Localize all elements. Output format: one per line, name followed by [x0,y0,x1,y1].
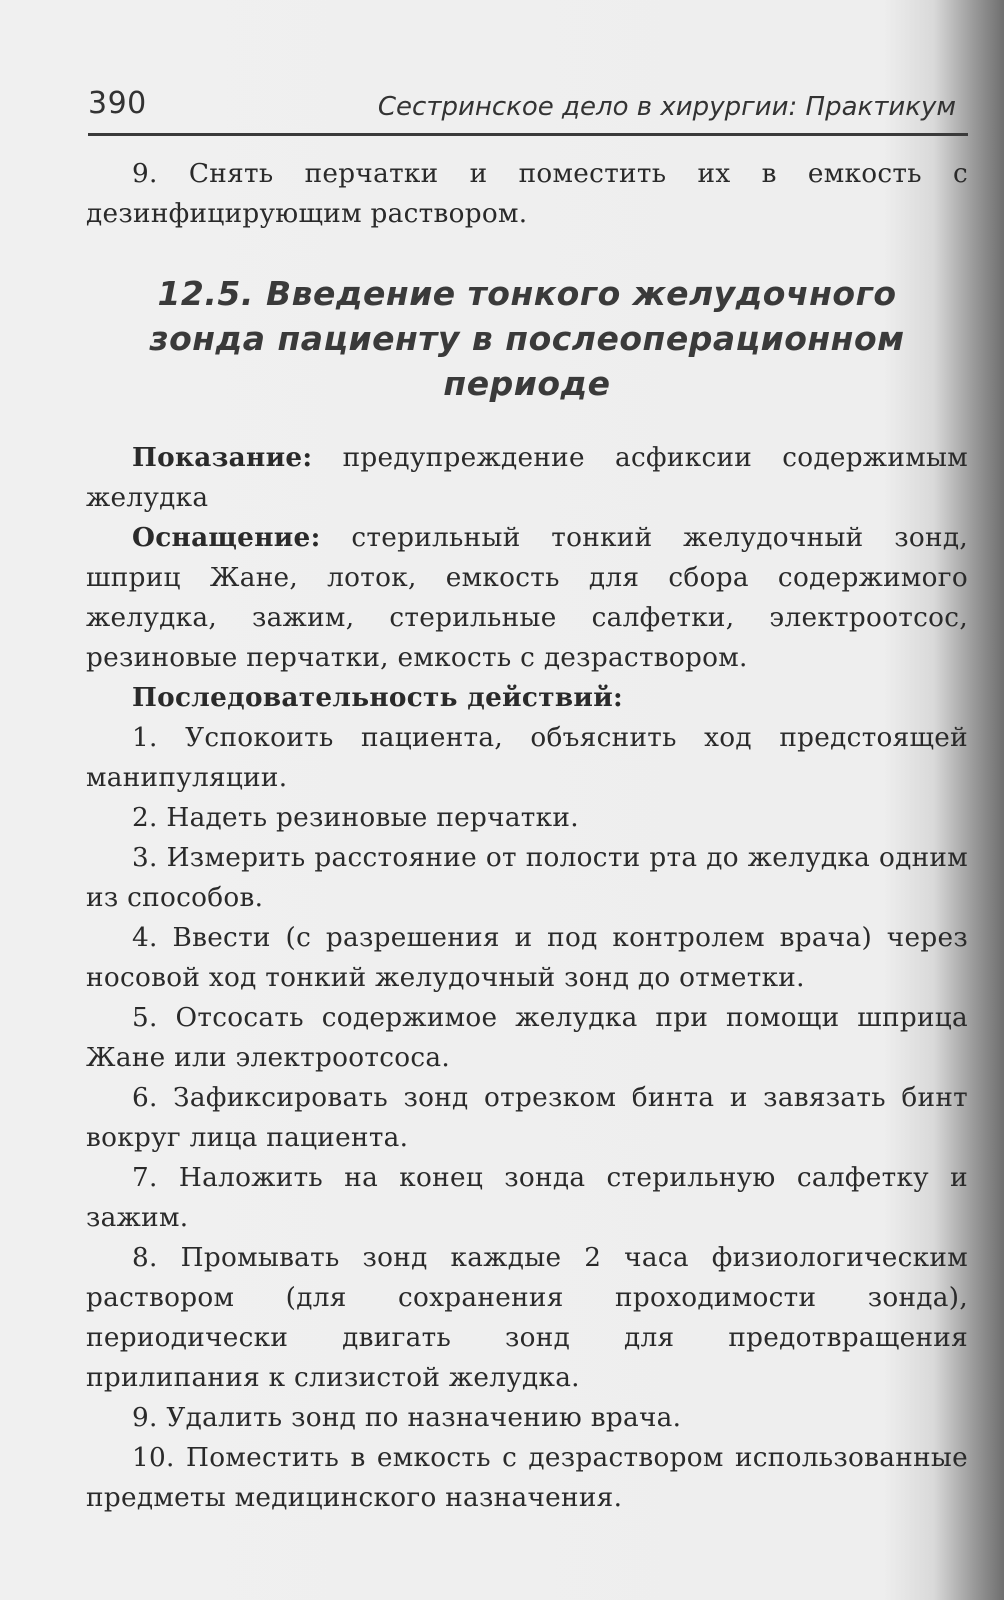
sequence-label: Последовательность действий: [132,682,624,713]
section-number: 12.5. [157,274,254,313]
procedure-step: 1. Успокоить пациента, объяснить ход предстоящей манипуляции. [86,723,968,793]
procedure-steps [86,718,968,1518]
procedure-step: 6. Зафиксировать зонд отрезком бинта и завязать бинт вокруг лица пациента. [86,1083,968,1153]
equipment-label: Оснащение: [132,522,321,553]
indication-text: предупреждение асфиксии содержимым желудка [86,443,968,513]
procedure-step: 5. Отсосать содержимое желудка при помощи шприца Жане или электроотсоса. [86,1003,968,1073]
procedure-step: 3. Измерить расстояние от полости рта до желудка одним из способов. [86,843,968,913]
section-heading [86,271,968,406]
page-content [86,154,968,1518]
equipment-paragraph [86,518,968,678]
procedure-step: 2. Надеть резиновые перчатки. [132,803,579,833]
page-header [88,86,968,136]
previous-section-step: 9. Снять перчатки и поместить их в емкость с дезинфицирующим раствором. [86,159,968,229]
equipment-text: стерильный тонкий желудочный зонд, шприц Жане, лоток, емкость для сбора содержимого желудка, зажим, стерильные салфетки, электроотсос, резиновые перчатки, емкость с дезраствором. [86,523,968,673]
indication-label: Показание: [132,442,313,473]
running-title: Сестринское дело в хирургии: Практикум [377,92,956,122]
procedure-step: 4. Ввести (с разрешения и под контролем врача) через носовой ход тонкий желудочный зонд до отметки. [86,923,968,993]
procedure-step: 7. Наложить на конец зонда стерильную салфетку и зажим. [86,1163,968,1233]
indication-paragraph [86,438,968,518]
section-title: Введение тонкого желудочного зонда пациенту в послеоперационном периоде [149,274,905,403]
procedure-step: 8. Промывать зонд каждые 2 часа физиологическим раствором (для сохранения проходимости зонда), периодически двигать зонд для предотвращения прилипания к слизистой желудка. [86,1243,968,1393]
procedure-step: 9. Удалить зонд по назначению врача. [132,1403,682,1433]
procedure-step: 10. Поместить в емкость с дезраствором использованные предметы медицинского назначения. [86,1443,968,1513]
page-number: 390 [88,86,147,121]
